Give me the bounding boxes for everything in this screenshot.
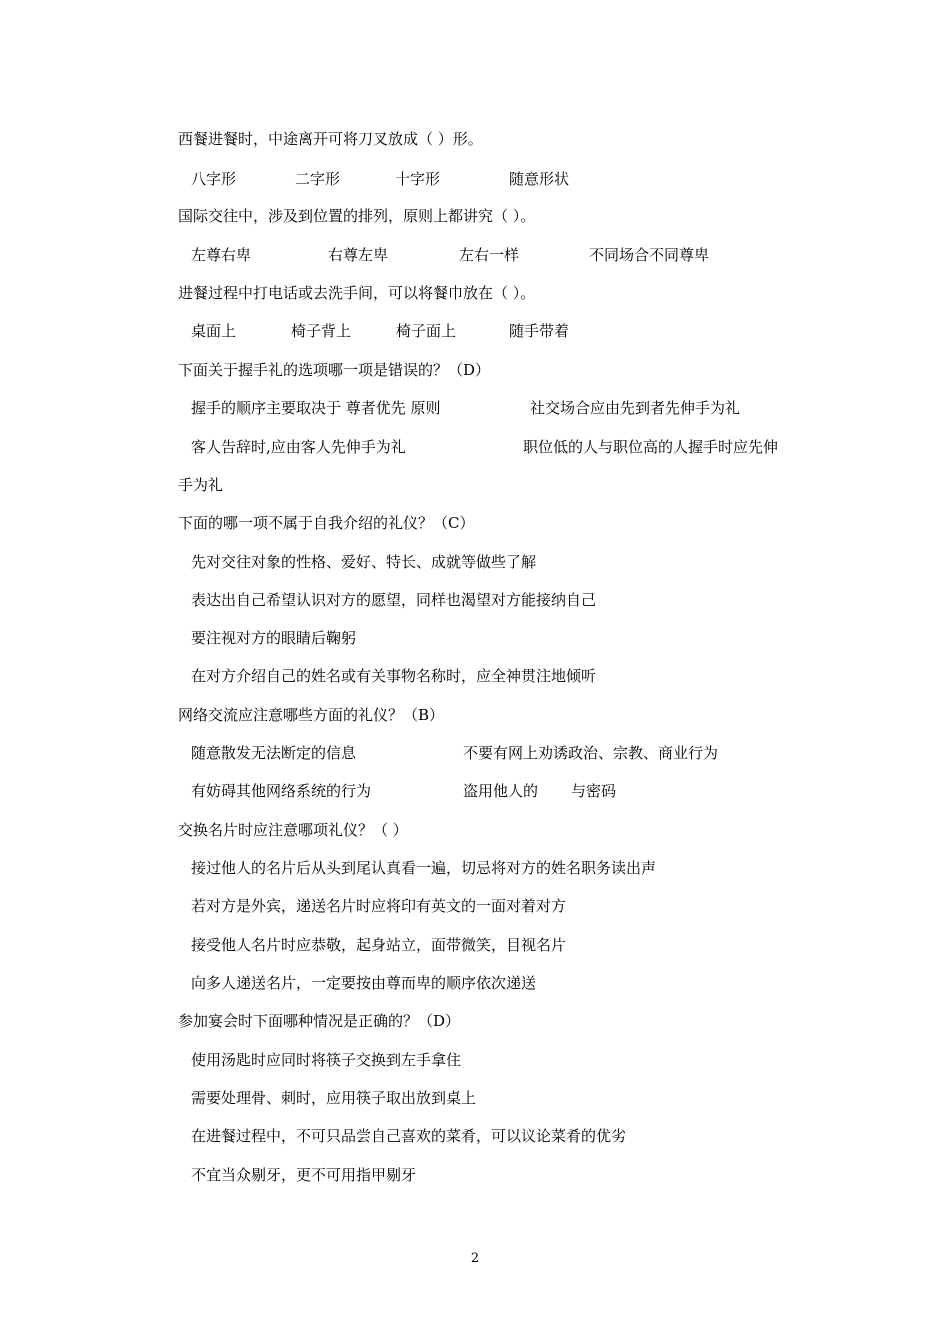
q3-question: 进餐过程中打电话或去洗手间，可以将餐巾放在（ ）。 — [178, 284, 536, 302]
q7-option-b: 若对方是外宾，递送名片时应将印有英文的一面对着对方 — [191, 897, 567, 915]
q6-option-b: 不要有网上劝诱政治、宗教、商业行为 — [463, 744, 719, 762]
q4-option-b: 社交场合应由先到者先伸手为礼 — [530, 399, 741, 417]
q6-question: 网络交流应注意哪些方面的礼仪？（B） — [178, 706, 445, 724]
q8-option-c: 在进餐过程中，不可只品尝自己喜欢的菜肴，可以议论菜肴的优劣 — [191, 1127, 627, 1145]
q5-option-d: 在对方介绍自己的姓名或有关事物名称时，应全神贯注地倾听 — [191, 667, 597, 685]
q4-option-c: 客人告辞时,应由客人先伸手为礼 — [191, 438, 406, 456]
q3-option-d: 随手带着 — [509, 322, 570, 340]
q5-question: 下面的哪一项不属于自我介绍的礼仪？（C） — [178, 514, 475, 532]
q2-option-d: 不同场合不同尊卑 — [589, 246, 710, 264]
q1-option-c: 十字形 — [395, 170, 441, 188]
q2-option-a: 左尊右卑 — [191, 246, 252, 264]
q3-option-b: 椅子背上 — [291, 322, 352, 340]
q7-option-a: 接过他人的名片后从头到尾认真看一遍，切忌将对方的姓名职务读出声 — [191, 859, 657, 877]
q4-option-d: 职位低的人与职位高的人握手时应先伸 — [523, 438, 779, 456]
q7-option-c: 接受他人名片时应恭敬，起身站立，面带微笑，目视名片 — [191, 936, 567, 954]
q2-option-c: 左右一样 — [459, 246, 520, 264]
q8-question: 参加宴会时下面哪种情况是正确的？（D） — [178, 1012, 461, 1030]
q5-option-a: 先对交往对象的性格、爱好、特长、成就等做些了解 — [191, 553, 537, 571]
q6-option-d: 盗用他人的 — [463, 782, 539, 800]
q7-option-d: 向多人递送名片，一定要按由尊而卑的顺序依次递送 — [191, 974, 537, 992]
q6-option-a: 随意散发无法断定的信息 — [191, 744, 357, 762]
q2-question: 国际交往中，涉及到位置的排列，原则上都讲究（ ）。 — [178, 207, 536, 225]
q2-option-b: 右尊左卑 — [328, 246, 389, 264]
q6-option-d-tail: 与密码 — [571, 782, 617, 800]
q8-option-a: 使用汤匙时应同时将筷子交换到左手拿住 — [191, 1051, 462, 1069]
q5-option-c: 要注视对方的眼睛后鞠躬 — [191, 629, 357, 647]
q3-option-a: 桌面上 — [191, 322, 237, 340]
page-number: 2 — [470, 1251, 480, 1266]
q1-question: 西餐进餐时，中途离开可将刀叉放成（ ）形。 — [178, 130, 483, 148]
q1-option-a: 八字形 — [191, 170, 237, 188]
q6-option-c: 有妨碍其他网络系统的行为 — [191, 782, 372, 800]
q3-option-c: 椅子面上 — [396, 322, 457, 340]
q4-option-d-continued: 手为礼 — [178, 476, 224, 494]
q8-option-d: 不宜当众剔牙，更不可用指甲剔牙 — [191, 1166, 417, 1184]
q8-option-b: 需要处理骨、刺时，应用筷子取出放到桌上 — [191, 1089, 477, 1107]
q4-option-a: 握手的顺序主要取决于 尊者优先 原则 — [191, 399, 441, 417]
q7-question: 交换名片时应注意哪项礼仪？（ ） — [178, 821, 408, 839]
q4-question: 下面关于握手礼的选项哪一项是错误的？（D） — [178, 361, 491, 379]
q1-option-b: 二字形 — [295, 170, 341, 188]
q1-option-d: 随意形状 — [509, 170, 570, 188]
q5-option-b: 表达出自己希望认识对方的愿望，同样也渴望对方能接纳自己 — [191, 591, 597, 609]
